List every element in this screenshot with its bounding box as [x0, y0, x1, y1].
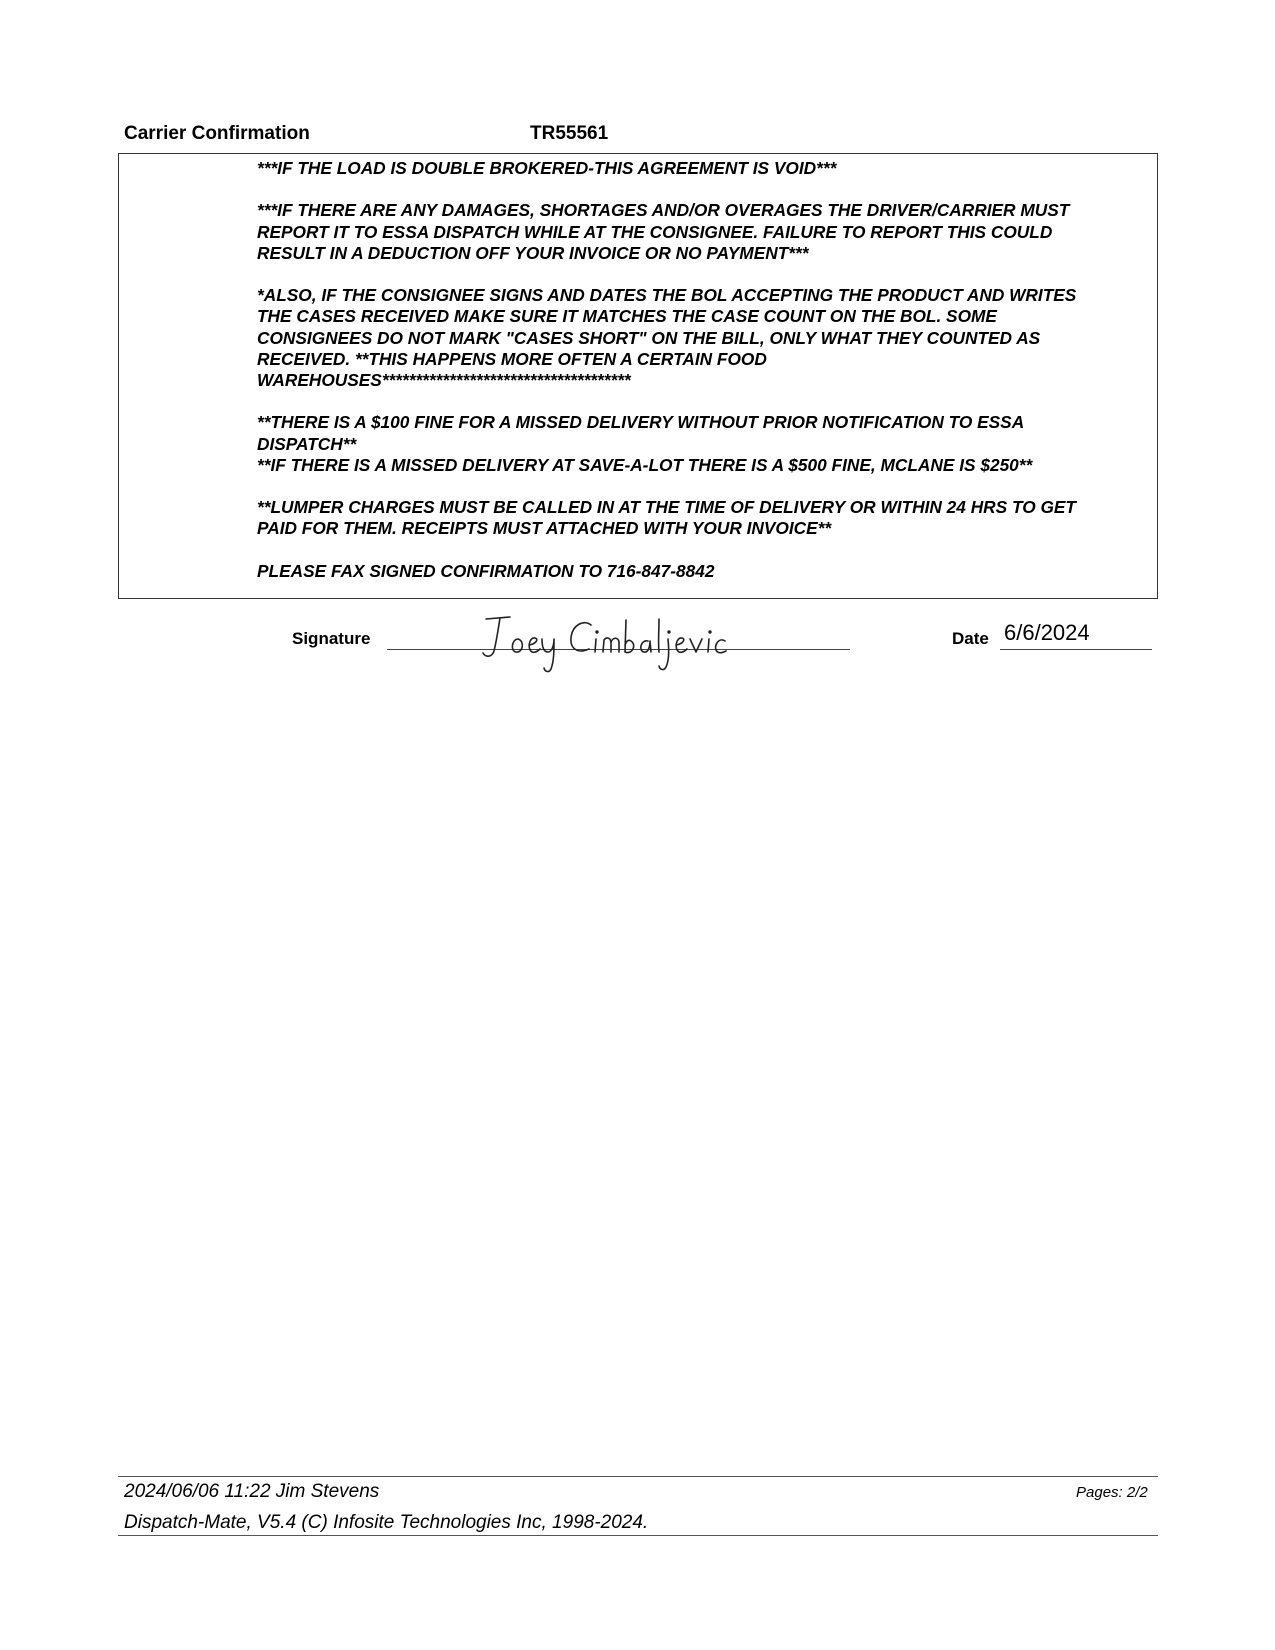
terms-line: PLEASE FAX SIGNED CONFIRMATION TO 716-847-8842: [257, 560, 715, 581]
terms-line: REPORT IT TO ESSA DISPATCH WHILE AT THE CONSIGNEE. FAILURE TO REPORT THIS COULD: [257, 221, 1053, 242]
date-label: Date: [952, 629, 989, 648]
footer-print-stamp: 2024/06/06 11:22 Jim Stevens: [124, 1481, 380, 1502]
terms-paragraph-fax: [257, 561, 1157, 582]
terms-paragraph-damages: [257, 200, 1157, 264]
terms-text: [257, 158, 1157, 603]
handwritten-signature: [476, 611, 836, 673]
terms-line: PAID FOR THEM. RECEIPTS MUST ATTACHED WITH YOUR INVOICE**: [257, 518, 832, 539]
document-title: Carrier Confirmation: [124, 123, 310, 144]
terms-paragraph-lumper: [257, 497, 1157, 539]
terms-line: DISPATCH**: [257, 433, 357, 454]
terms-line: CONSIGNEES DO NOT MARK "CASES SHORT" ON THE BILL, ONLY WHAT THEY COUNTED AS: [257, 327, 1041, 348]
terms-box: [118, 153, 1158, 599]
signature-label: Signature: [292, 629, 371, 648]
terms-line: *ALSO, IF THE CONSIGNEE SIGNS AND DATES THE BOL ACCEPTING THE PRODUCT AND WRITES: [257, 285, 1077, 306]
terms-line: **THERE IS A $100 FINE FOR A MISSED DELIVERY WITHOUT PRIOR NOTIFICATION TO ESSA: [257, 412, 1025, 433]
footer-copyright: Dispatch-Mate, V5.4 (C) Infosite Technologies Inc, 1998-2024.: [124, 1512, 649, 1533]
date-value: 6/6/2024: [1004, 620, 1090, 645]
terms-line: RECEIVED. **THIS HAPPENS MORE OFTEN A CERTAIN FOOD: [257, 348, 767, 369]
terms-line: WAREHOUSES*************************************: [257, 370, 631, 390]
terms-paragraph-fines: [257, 412, 1157, 476]
terms-paragraph-consignee: [257, 285, 1157, 391]
terms-line: RESULT IN A DEDUCTION OFF YOUR INVOICE OR NO PAYMENT***: [257, 242, 809, 263]
terms-line: **LUMPER CHARGES MUST BE CALLED IN AT THE TIME OF DELIVERY OR WITHIN 24 HRS TO GET: [257, 497, 1076, 518]
footer-divider-bottom: [118, 1535, 1158, 1536]
terms-line: ***IF THE LOAD IS DOUBLE BROKERED-THIS AGREEMENT IS VOID***: [257, 158, 837, 178]
terms-paragraph-void: [257, 158, 1157, 179]
terms-line: THE CASES RECEIVED MAKE SURE IT MATCHES THE CASE COUNT ON THE BOL. SOME: [257, 306, 997, 327]
date-line: [1000, 649, 1152, 650]
footer-divider-top: [118, 1476, 1158, 1477]
terms-line: ***IF THERE ARE ANY DAMAGES, SHORTAGES AND/OR OVERAGES THE DRIVER/CARRIER MUST: [257, 200, 1070, 221]
trip-reference-number: TR55561: [530, 123, 609, 144]
footer-page-count: Pages: 2/2: [1076, 1484, 1148, 1501]
terms-line: **IF THERE IS A MISSED DELIVERY AT SAVE-A-LOT THERE IS A $500 FINE, MCLANE IS $250**: [257, 454, 1033, 475]
